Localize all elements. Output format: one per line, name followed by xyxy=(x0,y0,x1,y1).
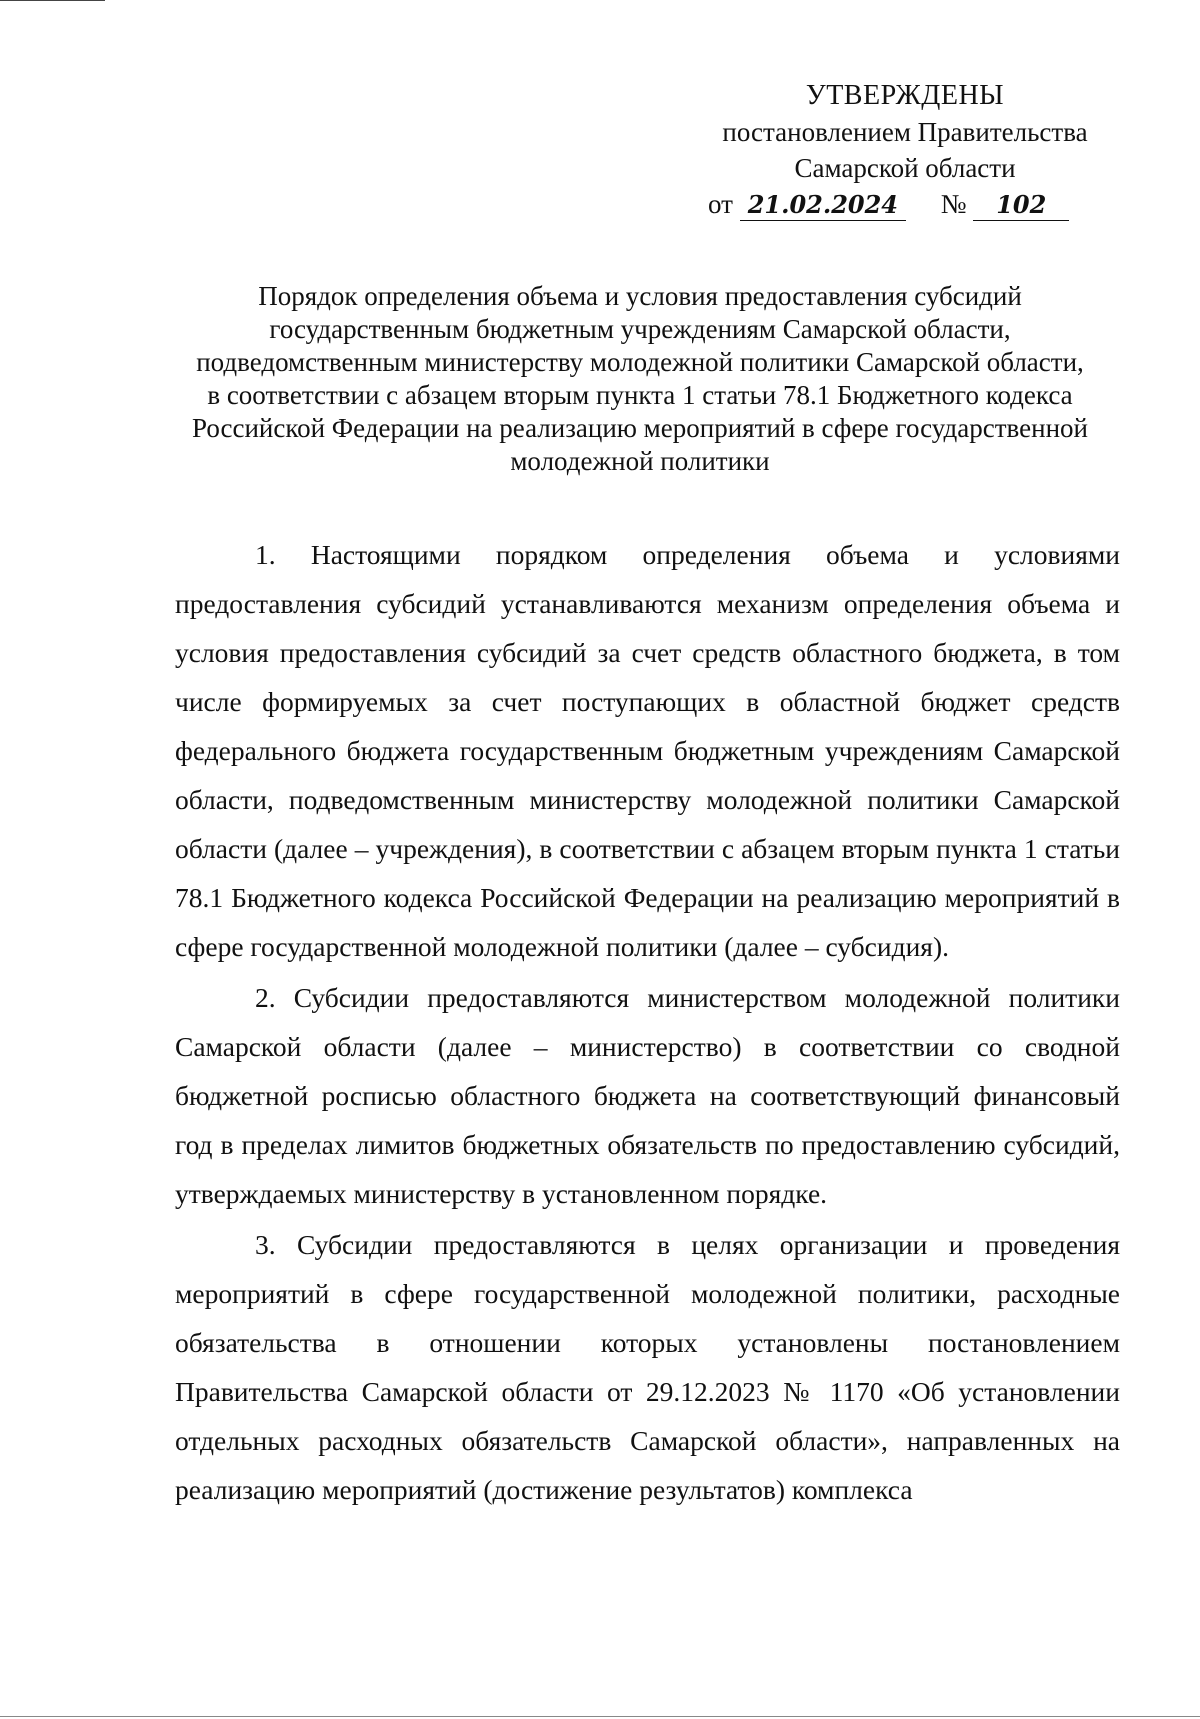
paragraph-1: 1. Настоящими порядком определения объема и условиями предоставления субсидий устанавливаются механизм определения объема и условия предоставления субсидий за счет средств областного бюджета, в том числе формируемых за счет поступающих в областной бюджет средств федерального бюджета государственным бюджетным учреждениям Самарской области, подведомственным министерству молодежной политики Самарской области (далее – учреждения), в соответствии с абзацем вторым пункта 1 статьи 78.1 Бюджетного кодекса Российской Федерации на реализацию мероприятий в сфере государственной молодежной политики (далее – субсидия). xyxy=(175,539,1120,962)
approval-line-1: постановлением Правительства xyxy=(722,117,1088,147)
scan-edge-mark xyxy=(0,1716,1200,1717)
date-prefix: от xyxy=(708,189,733,219)
title-line: подведомственным министерству молодежной политики Самарской области, xyxy=(196,347,1084,377)
number-prefix: № xyxy=(940,189,967,219)
paragraph-2: 2. Субсидии предоставляются министерством молодежной политики Самарской области (далее – министерство) в соответствии со сводной бюджетной росписью областного бюджета на соответствующий финансовый год в пределах лимитов бюджетных обязательств по предоставлению субсидий, утверждаемых министерству в установленном порядке. xyxy=(175,982,1120,1209)
approval-line-2: Самарской области xyxy=(794,153,1016,183)
handwritten-date: 21.02.2024 xyxy=(740,190,906,221)
approval-heading: УТВЕРЖДЕНЫ xyxy=(805,80,1005,111)
document-title xyxy=(160,280,1120,478)
title-line: государственным бюджетным учреждениям Самарской области, xyxy=(269,314,1011,344)
title-line: Российской Федерации на реализацию мероприятий в сфере государственной xyxy=(192,413,1088,443)
title-line: Порядок определения объема и условия предоставления субсидий xyxy=(258,281,1022,311)
approval-date-line xyxy=(690,186,1120,222)
handwritten-number: 102 xyxy=(973,190,1069,221)
title-line: молодежной политики xyxy=(510,446,770,476)
title-line: в соответствии с абзацем вторым пункта 1 статьи 78.1 Бюджетного кодекса xyxy=(207,380,1073,410)
approval-stamp xyxy=(690,78,1120,222)
paragraph-3: 3. Субсидии предоставляются в целях организации и проведения мероприятий в сфере государственной молодежной политики, расходные обязательства в отношении которых установлены постановлением Правительства Самарской области от 29.12.2023 № 1170 «Об установлении отдельных расходных обязательств Самарской области», направленных на реализацию мероприятий (достижение результатов) комплекса xyxy=(175,1229,1120,1505)
scan-edge-mark xyxy=(0,0,105,1)
document-body xyxy=(175,530,1120,1514)
